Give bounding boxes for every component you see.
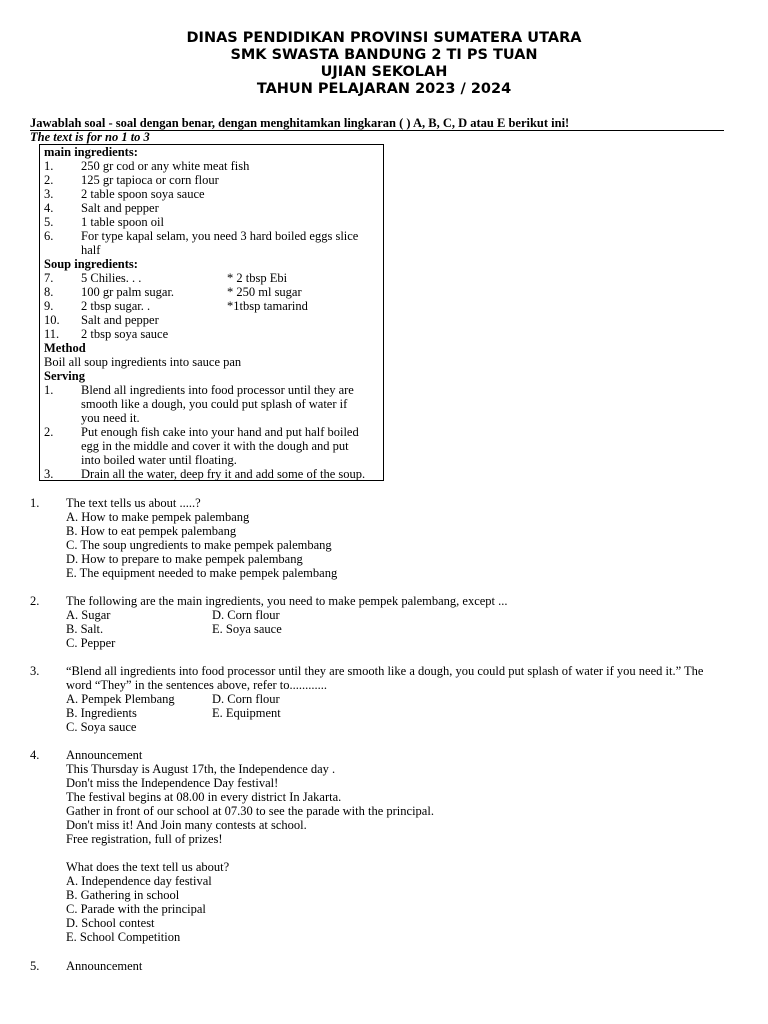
- answer-option[interactable]: D. Corn flour: [212, 608, 280, 622]
- announcement-line: Gather in front of our school at 07.30 to see the parade with the principal.: [66, 804, 434, 818]
- answer-option[interactable]: A. Sugar: [66, 608, 111, 622]
- method-text: Boil all soup ingredients into sauce pan: [44, 355, 242, 369]
- list-item-num: 4.: [44, 201, 54, 215]
- answer-option[interactable]: C. The soup ungredients to make pempek palembang: [66, 538, 332, 552]
- list-item-continued: smooth like a dough, you could put splash of water if: [81, 397, 348, 411]
- list-item: Put enough fish cake into your hand and put half boiled: [81, 425, 359, 439]
- list-item-num: 9.: [44, 299, 54, 313]
- list-item-num: 3.: [44, 467, 54, 481]
- list-item-num: 8.: [44, 285, 54, 299]
- list-item: Drain all the water, deep fry it and add some of the soup.: [81, 467, 366, 481]
- list-item-num: 10.: [44, 313, 60, 327]
- list-item: Salt and pepper: [81, 201, 159, 215]
- header-agency: DINAS PENDIDIKAN PROVINSI SUMATERA UTARA: [186, 30, 582, 46]
- list-item: 5 Chilies. . .: [81, 271, 142, 285]
- list-item: 250 gr cod or any white meat fish: [81, 159, 250, 173]
- serving-heading: Serving: [44, 369, 85, 383]
- announcement-line: The festival begins at 08.00 in every district In Jakarta.: [66, 790, 342, 804]
- question-stem: The text tells us about .....?: [66, 496, 201, 510]
- question-stem-continued: word “They” in the sentences above, refer to............: [66, 678, 328, 692]
- answer-option[interactable]: B. How to eat pempek palembang: [66, 524, 237, 538]
- list-item: 1 table spoon oil: [81, 215, 164, 229]
- answer-option[interactable]: E. Soya sauce: [212, 622, 282, 636]
- list-item-num: 2.: [44, 425, 54, 439]
- question-number: 5.: [30, 959, 40, 973]
- list-item-num: 5.: [44, 215, 54, 229]
- answer-option[interactable]: B. Salt.: [66, 622, 104, 636]
- list-item-extra: * 250 ml sugar: [227, 285, 302, 299]
- list-item-num: 7.: [44, 271, 54, 285]
- list-item-extra: * 2 tbsp Ebi: [227, 271, 288, 285]
- answer-option[interactable]: C. Soya sauce: [66, 720, 137, 734]
- list-item-num: 11.: [44, 327, 60, 341]
- list-item-continued: into boiled water until floating.: [81, 453, 237, 467]
- answer-option[interactable]: B. Gathering in school: [66, 888, 180, 902]
- answer-option[interactable]: D. How to prepare to make pempek palembang: [66, 552, 303, 566]
- list-item-num: 6.: [44, 229, 54, 243]
- list-item-num: 3.: [44, 187, 54, 201]
- answer-option[interactable]: D. Corn flour: [212, 692, 280, 706]
- question-stem: What does the text tell us about?: [66, 860, 230, 874]
- question-number: 3.: [30, 664, 40, 678]
- announcement-line: Don't miss it! And Join many contests at school.: [66, 818, 307, 832]
- announcement-line: This Thursday is August 17th, the Independence day .: [66, 762, 336, 776]
- list-item-extra: *1tbsp tamarind: [227, 299, 308, 313]
- list-item: 125 gr tapioca or corn flour: [81, 173, 219, 187]
- answer-option[interactable]: A. Independence day festival: [66, 874, 212, 888]
- header-exam: UJIAN SEKOLAH: [320, 64, 448, 80]
- answer-option[interactable]: E. Equipment: [212, 706, 281, 720]
- announcement-title: Announcement: [66, 959, 143, 973]
- list-item: Blend all ingredients into food processor until they are: [81, 383, 354, 397]
- question-number: 2.: [30, 594, 40, 608]
- answer-option[interactable]: D. School contest: [66, 916, 155, 930]
- soup-ingredients-heading: Soup ingredients:: [44, 257, 138, 271]
- question-stem: “Blend all ingredients into food processor until they are smooth like a dough, you could put splash of water if you need it.” The: [66, 664, 704, 678]
- question-number: 4.: [30, 748, 40, 762]
- answer-option[interactable]: A. Pempek Plembang: [66, 692, 175, 706]
- list-item-continued: half: [81, 243, 101, 257]
- announcement-line: Free registration, full of prizes!: [66, 832, 223, 846]
- method-heading: Method: [44, 341, 86, 355]
- announcement-line: Don't miss the Independence Day festival!: [66, 776, 279, 790]
- list-item-continued: you need it.: [81, 411, 140, 425]
- list-item: 2 tbsp soya sauce: [81, 327, 169, 341]
- list-item-num: 1.: [44, 383, 54, 397]
- list-item: Salt and pepper: [81, 313, 159, 327]
- answer-option[interactable]: C. Pepper: [66, 636, 116, 650]
- list-item-num: 2.: [44, 173, 54, 187]
- text-reference: The text is for no 1 to 3: [30, 130, 150, 144]
- question-stem: The following are the main ingredients, you need to make pempek palembang, except ...: [66, 594, 508, 608]
- list-item: 2 tbsp sugar. .: [81, 299, 151, 313]
- answer-option[interactable]: C. Parade with the principal: [66, 902, 206, 916]
- list-item-num: 1.: [44, 159, 54, 173]
- answer-option[interactable]: E. The equipment needed to make pempek palembang: [66, 566, 338, 580]
- list-item: 2 table spoon soya sauce: [81, 187, 205, 201]
- question-number: 1.: [30, 496, 40, 510]
- header-year: TAHUN PELAJARAN 2023 / 2024: [256, 81, 512, 97]
- answer-option[interactable]: E. School Competition: [66, 930, 181, 944]
- announcement-title: Announcement: [66, 748, 143, 762]
- document-header: [0, 30, 768, 98]
- answer-option[interactable]: A. How to make pempek palembang: [66, 510, 250, 524]
- list-item: For type kapal selam, you need 3 hard boiled eggs slice: [81, 229, 359, 243]
- main-ingredients-heading: main ingredients:: [44, 145, 138, 159]
- answer-option[interactable]: B. Ingredients: [66, 706, 137, 720]
- instruction: Jawablah soal - soal dengan benar, dengan menghitamkan lingkaran ( ) A, B, C, D atau E berikut ini!: [30, 116, 724, 131]
- list-item-continued: egg in the middle and cover it with the dough and put: [81, 439, 349, 453]
- recipe-box: [39, 144, 384, 481]
- list-item: 100 gr palm sugar.: [81, 285, 175, 299]
- header-school: SMK SWASTA BANDUNG 2 TI PS TUAN: [230, 47, 538, 63]
